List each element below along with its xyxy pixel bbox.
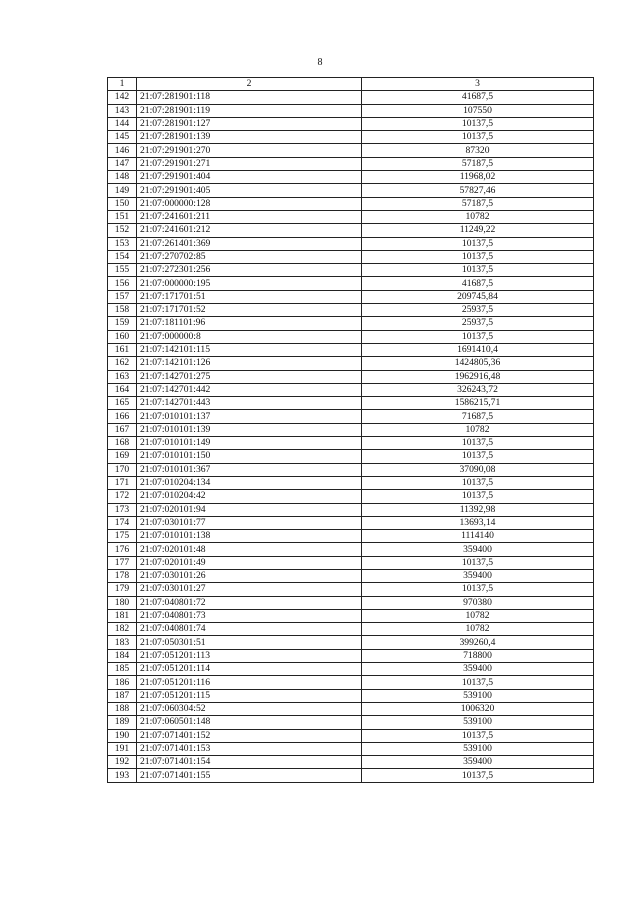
cadastral-number: 21:07:071401:154 — [137, 756, 362, 769]
cadastral-number: 21:07:030101:77 — [137, 516, 362, 529]
row-number: 163 — [108, 370, 137, 383]
cadastral-number: 21:07:291901:270 — [137, 144, 362, 157]
cadastral-number: 21:07:291901:404 — [137, 171, 362, 184]
value-cell: 10782 — [362, 609, 594, 622]
table-row — [108, 689, 594, 702]
row-number: 158 — [108, 304, 137, 317]
cadastral-table — [107, 77, 594, 783]
value-cell: 539100 — [362, 742, 594, 755]
value-cell: 57187,5 — [362, 197, 594, 210]
table-row — [108, 676, 594, 689]
table-row — [108, 171, 594, 184]
value-cell: 399260,4 — [362, 636, 594, 649]
table-row — [108, 463, 594, 476]
table-row — [108, 104, 594, 117]
value-cell: 718800 — [362, 649, 594, 662]
table-row — [108, 716, 594, 729]
cadastral-number: 21:07:241601:211 — [137, 210, 362, 223]
row-number: 172 — [108, 490, 137, 503]
table-row — [108, 609, 594, 622]
cadastral-number: 21:07:281901:118 — [137, 91, 362, 104]
row-number: 189 — [108, 716, 137, 729]
table-row — [108, 237, 594, 250]
value-cell: 10137,5 — [362, 131, 594, 144]
cadastral-number: 21:07:071401:153 — [137, 742, 362, 755]
value-cell: 539100 — [362, 689, 594, 702]
row-number: 180 — [108, 596, 137, 609]
cadastral-number: 21:07:010101:138 — [137, 530, 362, 543]
value-cell: 539100 — [362, 716, 594, 729]
value-cell: 87320 — [362, 144, 594, 157]
table-row — [108, 91, 594, 104]
table-row — [108, 702, 594, 715]
header-col-1: 1 — [108, 78, 137, 91]
table-row — [108, 729, 594, 742]
table-row — [108, 224, 594, 237]
row-number: 181 — [108, 609, 137, 622]
value-cell: 1691410,4 — [362, 343, 594, 356]
row-number: 170 — [108, 463, 137, 476]
cadastral-number: 21:07:010101:149 — [137, 437, 362, 450]
value-cell: 359400 — [362, 569, 594, 582]
table-row — [108, 769, 594, 782]
row-number: 153 — [108, 237, 137, 250]
row-number: 165 — [108, 397, 137, 410]
table-row — [108, 343, 594, 356]
row-number: 183 — [108, 636, 137, 649]
value-cell: 11249,22 — [362, 224, 594, 237]
cadastral-number: 21:07:291901:271 — [137, 157, 362, 170]
table-row — [108, 250, 594, 263]
cadastral-number: 21:07:142701:443 — [137, 397, 362, 410]
cadastral-number: 21:07:040801:73 — [137, 609, 362, 622]
cadastral-number: 21:07:060304:52 — [137, 702, 362, 715]
cadastral-number: 21:07:281901:119 — [137, 104, 362, 117]
table-row — [108, 569, 594, 582]
row-number: 159 — [108, 317, 137, 330]
row-number: 154 — [108, 250, 137, 263]
table-row — [108, 636, 594, 649]
value-cell: 10137,5 — [362, 330, 594, 343]
cadastral-number: 21:07:051201:114 — [137, 663, 362, 676]
value-cell: 359400 — [362, 663, 594, 676]
cadastral-number: 21:07:051201:116 — [137, 676, 362, 689]
cadastral-number: 21:07:060501:148 — [137, 716, 362, 729]
value-cell: 10782 — [362, 423, 594, 436]
value-cell: 10137,5 — [362, 490, 594, 503]
table-row — [108, 197, 594, 210]
cadastral-number: 21:07:010204:134 — [137, 476, 362, 489]
table-row — [108, 437, 594, 450]
value-cell: 11968,02 — [362, 171, 594, 184]
cadastral-number: 21:07:030101:27 — [137, 583, 362, 596]
row-number: 193 — [108, 769, 137, 782]
cadastral-number: 21:07:010101:137 — [137, 410, 362, 423]
table-row — [108, 397, 594, 410]
value-cell: 10137,5 — [362, 450, 594, 463]
value-cell: 10137,5 — [362, 237, 594, 250]
value-cell: 10137,5 — [362, 437, 594, 450]
value-cell: 10137,5 — [362, 556, 594, 569]
header-col-3: 3 — [362, 78, 594, 91]
cadastral-number: 21:07:000000:195 — [137, 277, 362, 290]
page-number: 8 — [317, 57, 323, 68]
value-cell: 10782 — [362, 210, 594, 223]
table-header-row — [108, 78, 594, 91]
value-cell: 1962916,48 — [362, 370, 594, 383]
table-body — [108, 78, 594, 783]
value-cell: 25937,5 — [362, 317, 594, 330]
cadastral-number: 21:07:281901:127 — [137, 117, 362, 130]
value-cell: 1424805,36 — [362, 357, 594, 370]
row-number: 156 — [108, 277, 137, 290]
value-cell: 37090,08 — [362, 463, 594, 476]
cadastral-number: 21:07:142701:442 — [137, 383, 362, 396]
row-number: 148 — [108, 171, 137, 184]
row-number: 176 — [108, 543, 137, 556]
value-cell: 1586215,71 — [362, 397, 594, 410]
cadastral-number: 21:07:010101:139 — [137, 423, 362, 436]
value-cell: 41687,5 — [362, 91, 594, 104]
table-row — [108, 503, 594, 516]
value-cell: 11392,98 — [362, 503, 594, 516]
row-number: 167 — [108, 423, 137, 436]
table-row — [108, 383, 594, 396]
cadastral-number: 21:07:142701:275 — [137, 370, 362, 383]
cadastral-number: 21:07:071401:155 — [137, 769, 362, 782]
value-cell: 10137,5 — [362, 117, 594, 130]
table-row — [108, 663, 594, 676]
row-number: 182 — [108, 623, 137, 636]
row-number: 179 — [108, 583, 137, 596]
cadastral-number: 21:07:010204:42 — [137, 490, 362, 503]
row-number: 190 — [108, 729, 137, 742]
table-row — [108, 450, 594, 463]
row-number: 155 — [108, 264, 137, 277]
table-row — [108, 756, 594, 769]
value-cell: 10782 — [362, 623, 594, 636]
row-number: 175 — [108, 530, 137, 543]
table-row — [108, 117, 594, 130]
table-row — [108, 317, 594, 330]
table-row — [108, 556, 594, 569]
row-number: 142 — [108, 91, 137, 104]
cadastral-number: 21:07:040801:72 — [137, 596, 362, 609]
cadastral-number: 21:07:171701:51 — [137, 290, 362, 303]
table-row — [108, 184, 594, 197]
value-cell: 10137,5 — [362, 250, 594, 263]
cadastral-number: 21:07:272301:256 — [137, 264, 362, 277]
row-number: 185 — [108, 663, 137, 676]
table-row — [108, 543, 594, 556]
cadastral-number: 21:07:142101:126 — [137, 357, 362, 370]
row-number: 164 — [108, 383, 137, 396]
cadastral-number: 21:07:050301:51 — [137, 636, 362, 649]
cadastral-number: 21:07:000000:8 — [137, 330, 362, 343]
row-number: 162 — [108, 357, 137, 370]
value-cell: 57827,46 — [362, 184, 594, 197]
row-number: 178 — [108, 569, 137, 582]
value-cell: 209745,84 — [362, 290, 594, 303]
value-cell: 10137,5 — [362, 476, 594, 489]
row-number: 191 — [108, 742, 137, 755]
row-number: 144 — [108, 117, 137, 130]
row-number: 184 — [108, 649, 137, 662]
cadastral-number: 21:07:261401:369 — [137, 237, 362, 250]
row-number: 174 — [108, 516, 137, 529]
row-number: 146 — [108, 144, 137, 157]
value-cell: 326243,72 — [362, 383, 594, 396]
row-number: 173 — [108, 503, 137, 516]
value-cell: 1006320 — [362, 702, 594, 715]
row-number: 169 — [108, 450, 137, 463]
value-cell: 71687,5 — [362, 410, 594, 423]
value-cell: 359400 — [362, 543, 594, 556]
table-row — [108, 370, 594, 383]
cadastral-number: 21:07:142101:115 — [137, 343, 362, 356]
row-number: 171 — [108, 476, 137, 489]
row-number: 177 — [108, 556, 137, 569]
value-cell: 10137,5 — [362, 729, 594, 742]
cadastral-number: 21:07:030101:26 — [137, 569, 362, 582]
cadastral-number: 21:07:270702:85 — [137, 250, 362, 263]
table-row — [108, 490, 594, 503]
table-row — [108, 516, 594, 529]
row-number: 143 — [108, 104, 137, 117]
value-cell: 107550 — [362, 104, 594, 117]
table-row — [108, 330, 594, 343]
cadastral-number: 21:07:000000:128 — [137, 197, 362, 210]
row-number: 186 — [108, 676, 137, 689]
row-number: 150 — [108, 197, 137, 210]
row-number: 188 — [108, 702, 137, 715]
row-number: 157 — [108, 290, 137, 303]
table-row — [108, 144, 594, 157]
table-row — [108, 476, 594, 489]
table-row — [108, 423, 594, 436]
cadastral-number: 21:07:291901:405 — [137, 184, 362, 197]
cadastral-number: 21:07:020101:48 — [137, 543, 362, 556]
value-cell: 13693,14 — [362, 516, 594, 529]
value-cell: 25937,5 — [362, 304, 594, 317]
cadastral-number: 21:07:010101:150 — [137, 450, 362, 463]
value-cell: 10137,5 — [362, 769, 594, 782]
header-col-2: 2 — [137, 78, 362, 91]
row-number: 166 — [108, 410, 137, 423]
value-cell: 970380 — [362, 596, 594, 609]
row-number: 168 — [108, 437, 137, 450]
table-row — [108, 210, 594, 223]
row-number: 192 — [108, 756, 137, 769]
value-cell: 10137,5 — [362, 676, 594, 689]
cadastral-number: 21:07:051201:113 — [137, 649, 362, 662]
table-row — [108, 410, 594, 423]
table-row — [108, 157, 594, 170]
table-row — [108, 649, 594, 662]
row-number: 151 — [108, 210, 137, 223]
cadastral-number: 21:07:051201:115 — [137, 689, 362, 702]
value-cell: 57187,5 — [362, 157, 594, 170]
cadastral-number: 21:07:241601:212 — [137, 224, 362, 237]
row-number: 147 — [108, 157, 137, 170]
cadastral-number: 21:07:020101:49 — [137, 556, 362, 569]
value-cell: 359400 — [362, 756, 594, 769]
value-cell: 41687,5 — [362, 277, 594, 290]
cadastral-number: 21:07:171701:52 — [137, 304, 362, 317]
value-cell: 10137,5 — [362, 583, 594, 596]
table-row — [108, 131, 594, 144]
value-cell: 10137,5 — [362, 264, 594, 277]
table-row — [108, 742, 594, 755]
table-row — [108, 264, 594, 277]
row-number: 152 — [108, 224, 137, 237]
cadastral-number: 21:07:181101:96 — [137, 317, 362, 330]
table-row — [108, 596, 594, 609]
table-row — [108, 290, 594, 303]
table-row — [108, 623, 594, 636]
row-number: 160 — [108, 330, 137, 343]
table-row — [108, 357, 594, 370]
cadastral-number: 21:07:020101:94 — [137, 503, 362, 516]
table-row — [108, 583, 594, 596]
row-number: 187 — [108, 689, 137, 702]
table-row — [108, 304, 594, 317]
cadastral-number: 21:07:040801:74 — [137, 623, 362, 636]
row-number: 149 — [108, 184, 137, 197]
row-number: 145 — [108, 131, 137, 144]
table-row — [108, 277, 594, 290]
cadastral-number: 21:07:071401:152 — [137, 729, 362, 742]
row-number: 161 — [108, 343, 137, 356]
cadastral-number: 21:07:281901:139 — [137, 131, 362, 144]
value-cell: 1114140 — [362, 530, 594, 543]
cadastral-number: 21:07:010101:367 — [137, 463, 362, 476]
table-row — [108, 530, 594, 543]
